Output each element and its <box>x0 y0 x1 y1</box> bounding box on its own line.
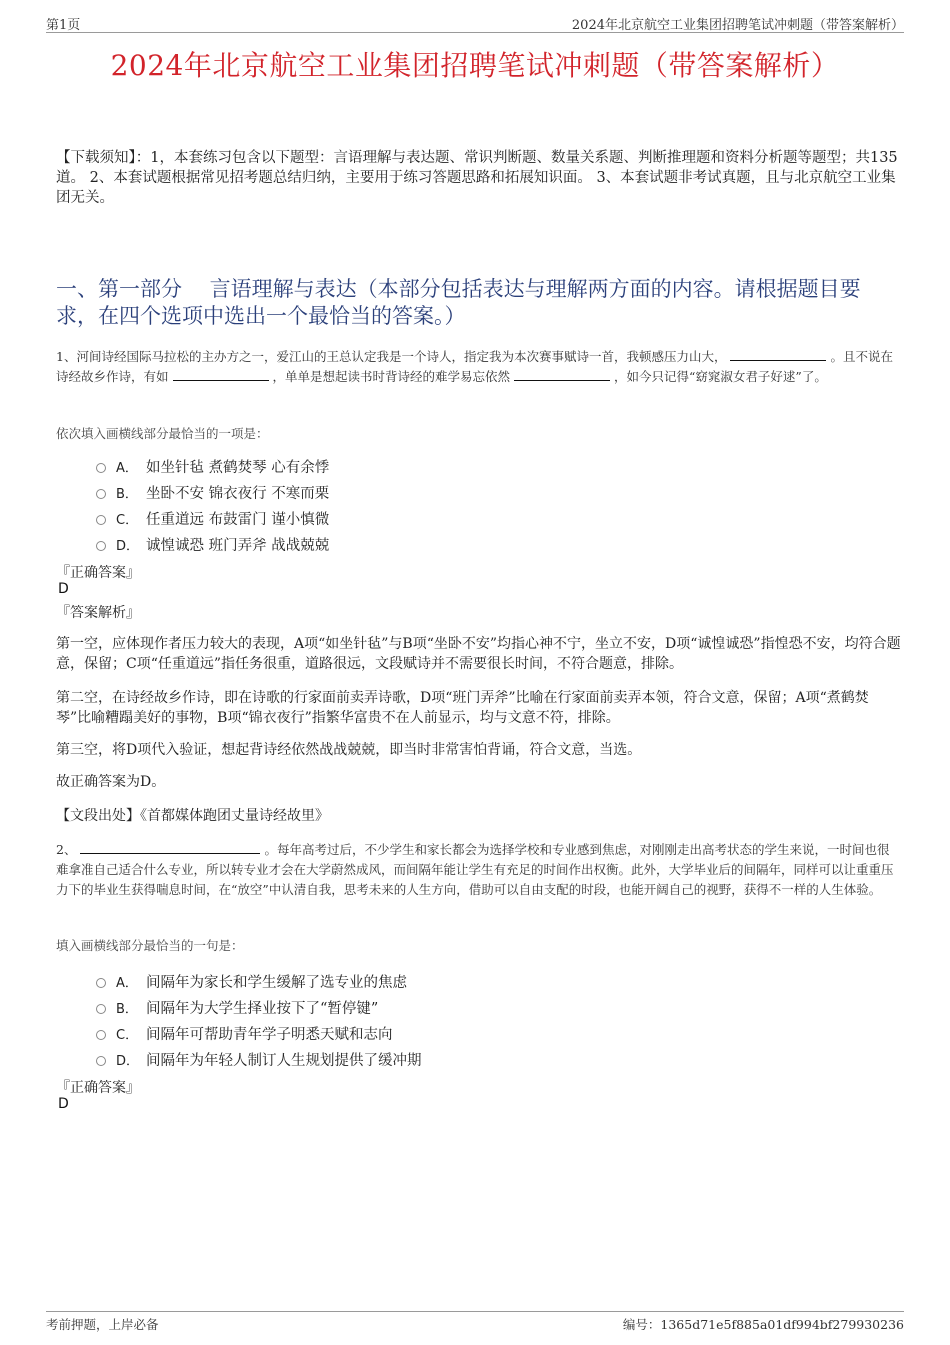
option-text: 间隔年可帮助青年学子明悉天赋和志向 <box>146 1026 393 1043</box>
question-1-options <box>96 453 329 557</box>
option-d[interactable] <box>96 531 329 557</box>
analysis-label: 『答案解析』 <box>56 605 140 621</box>
blank-line <box>80 841 260 854</box>
document-title: 2024年北京航空工业集团招聘笔试冲刺题（带答案解析） <box>110 49 840 82</box>
answer-value: D <box>58 1096 69 1112</box>
radio-icon[interactable] <box>96 1004 106 1014</box>
question-2-text <box>56 840 901 900</box>
section-title: 一、第一部分 言语理解与表达（本部分包括表达与理解两方面的内容。请根据题目要求，在四个选项中选出一个最恰当的答案。） <box>56 277 861 328</box>
question-1-text-part: ，单单是想起读书时背诗经的难学易忘依然 <box>272 369 511 384</box>
option-d[interactable] <box>96 1046 422 1072</box>
answer-label: 『正确答案』 <box>56 1080 140 1096</box>
option-text: 间隔年为大学生择业按下了“暂停键” <box>146 1000 379 1017</box>
option-text: 坐卧不安 锦衣夜行 不寒而栗 <box>146 485 330 502</box>
radio-icon[interactable] <box>96 489 106 499</box>
radio-icon[interactable] <box>96 1030 106 1040</box>
question-1-hint: 依次填入画横线部分最恰当的一项是： <box>56 426 269 441</box>
option-letter: D． <box>116 1053 140 1069</box>
question-1-text-part: 1、河间诗经国际马拉松的主办方之一，爱江山的王总认定我是一个诗人，指定我为本次赛事赋诗一首，我顿感压力山大， <box>56 349 727 364</box>
question-2-options <box>96 968 422 1072</box>
option-letter: A． <box>116 460 138 476</box>
option-letter: B． <box>116 486 138 502</box>
page-number: 第1页 <box>46 18 81 33</box>
radio-icon[interactable] <box>96 463 106 473</box>
radio-icon[interactable] <box>96 515 106 525</box>
option-c[interactable] <box>96 1020 422 1046</box>
radio-icon[interactable] <box>96 541 106 551</box>
question-1-text-part: ，如今只记得“窈窕淑女君子好逑”了。 <box>614 369 827 384</box>
option-c[interactable] <box>96 505 329 531</box>
option-a[interactable] <box>96 453 329 479</box>
question-2-text-part: 。每年高考过后，不少学生和家长都会为选择学校和专业感到焦虑，对刚刚走出高考状态的学生来说，一时间也很难拿准自己适合什么专业，所以转专业才会在大学蔚然成风，而间隔年能让学生有充足的时间作出权衡。此外，大学毕业后的间隔年，同样可以让重重压力下的毕业生获得喘息时间，在“放空”中认清自我，思考未来的人生方向，借助可以自由支配的时段，也能开阔自己的视野，获得不一样的人生体验。 <box>56 842 894 897</box>
analysis-paragraph-2: 第二空，在诗经故乡作诗，即在诗歌的行家面前卖弄诗歌，D项“班门弄斧”比喻在行家面前卖弄本领，符合文意，保留；A项“煮鹤焚琴”比喻糟蹋美好的事物，B项“锦衣夜行”指繁华富贵不在人前显示，均与文意不符，排除。 <box>56 690 869 726</box>
option-b[interactable] <box>96 479 329 505</box>
answer-value: D <box>58 581 69 597</box>
option-letter: B． <box>116 1001 138 1017</box>
source-citation: 【文段出处】《首都媒体跑团丈量诗经故里》 <box>56 808 329 824</box>
question-1-text-part: 。且不说在诗经故乡作诗，有如 <box>56 349 893 384</box>
option-text: 间隔年为家长和学生缓解了选专业的焦虑 <box>146 974 407 991</box>
option-text: 如坐针毡 煮鹤焚琴 心有余悸 <box>146 459 330 476</box>
option-letter: A． <box>116 975 138 991</box>
option-text: 诚惶诚恐 班门弄斧 战战兢兢 <box>146 537 330 554</box>
option-text: 间隔年为年轻人制订人生规划提供了缓冲期 <box>146 1052 422 1069</box>
question-2-hint: 填入画横线部分最恰当的一句是： <box>56 938 244 953</box>
footer-slogan: 考前押题，上岸必备 <box>46 1317 159 1332</box>
blank-line <box>514 368 610 381</box>
download-notice: 【下载须知】：1，本套练习包含以下题型：言语理解与表达题、常识判断题、数量关系题、判断推理题和资料分析题等题型；共135道。 2、本套试题根据常见招考题总结归纳，主要用于练习答题思路和拓展知识面。 3、本套试题非考试真题，且与北京航空工业集团无关。 <box>56 150 898 206</box>
blank-line <box>730 348 826 361</box>
analysis-paragraph-4: 故正确答案为D。 <box>56 774 166 790</box>
blank-line <box>173 368 269 381</box>
page-footer <box>46 1311 904 1332</box>
radio-icon[interactable] <box>96 978 106 988</box>
question-1-text <box>56 347 901 387</box>
page-header <box>46 14 904 33</box>
option-letter: D． <box>116 538 140 554</box>
option-b[interactable] <box>96 994 422 1020</box>
option-text: 任重道远 布鼓雷门 谨小慎微 <box>146 511 330 528</box>
option-a[interactable] <box>96 968 422 994</box>
option-letter: C． <box>116 512 139 528</box>
footer-serial: 编号：1365d71e5f885a01df994bf279930236 <box>622 1317 904 1332</box>
question-2-number: 2、 <box>56 842 77 857</box>
analysis-paragraph-1: 第一空，应体现作者压力较大的表现，A项“如坐针毡”与B项“坐卧不安”均指心神不宁，坐立不安，D项“诚惶诚恐”指惶恐不安，均符合题意，保留；C项“任重道远”指任务很重，道路很远，文段赋诗并不需要很长时间，不符合题意，排除。 <box>56 636 901 672</box>
analysis-paragraph-3: 第三空，将D项代入验证，想起背诗经依然战战兢兢，即当时非常害怕背诵，符合文意，当选。 <box>56 742 642 758</box>
radio-icon[interactable] <box>96 1056 106 1066</box>
answer-label: 『正确答案』 <box>56 565 140 581</box>
header-doc-title: 2024年北京航空工业集团招聘笔试冲刺题（带答案解析） <box>571 18 904 33</box>
option-letter: C． <box>116 1027 139 1043</box>
